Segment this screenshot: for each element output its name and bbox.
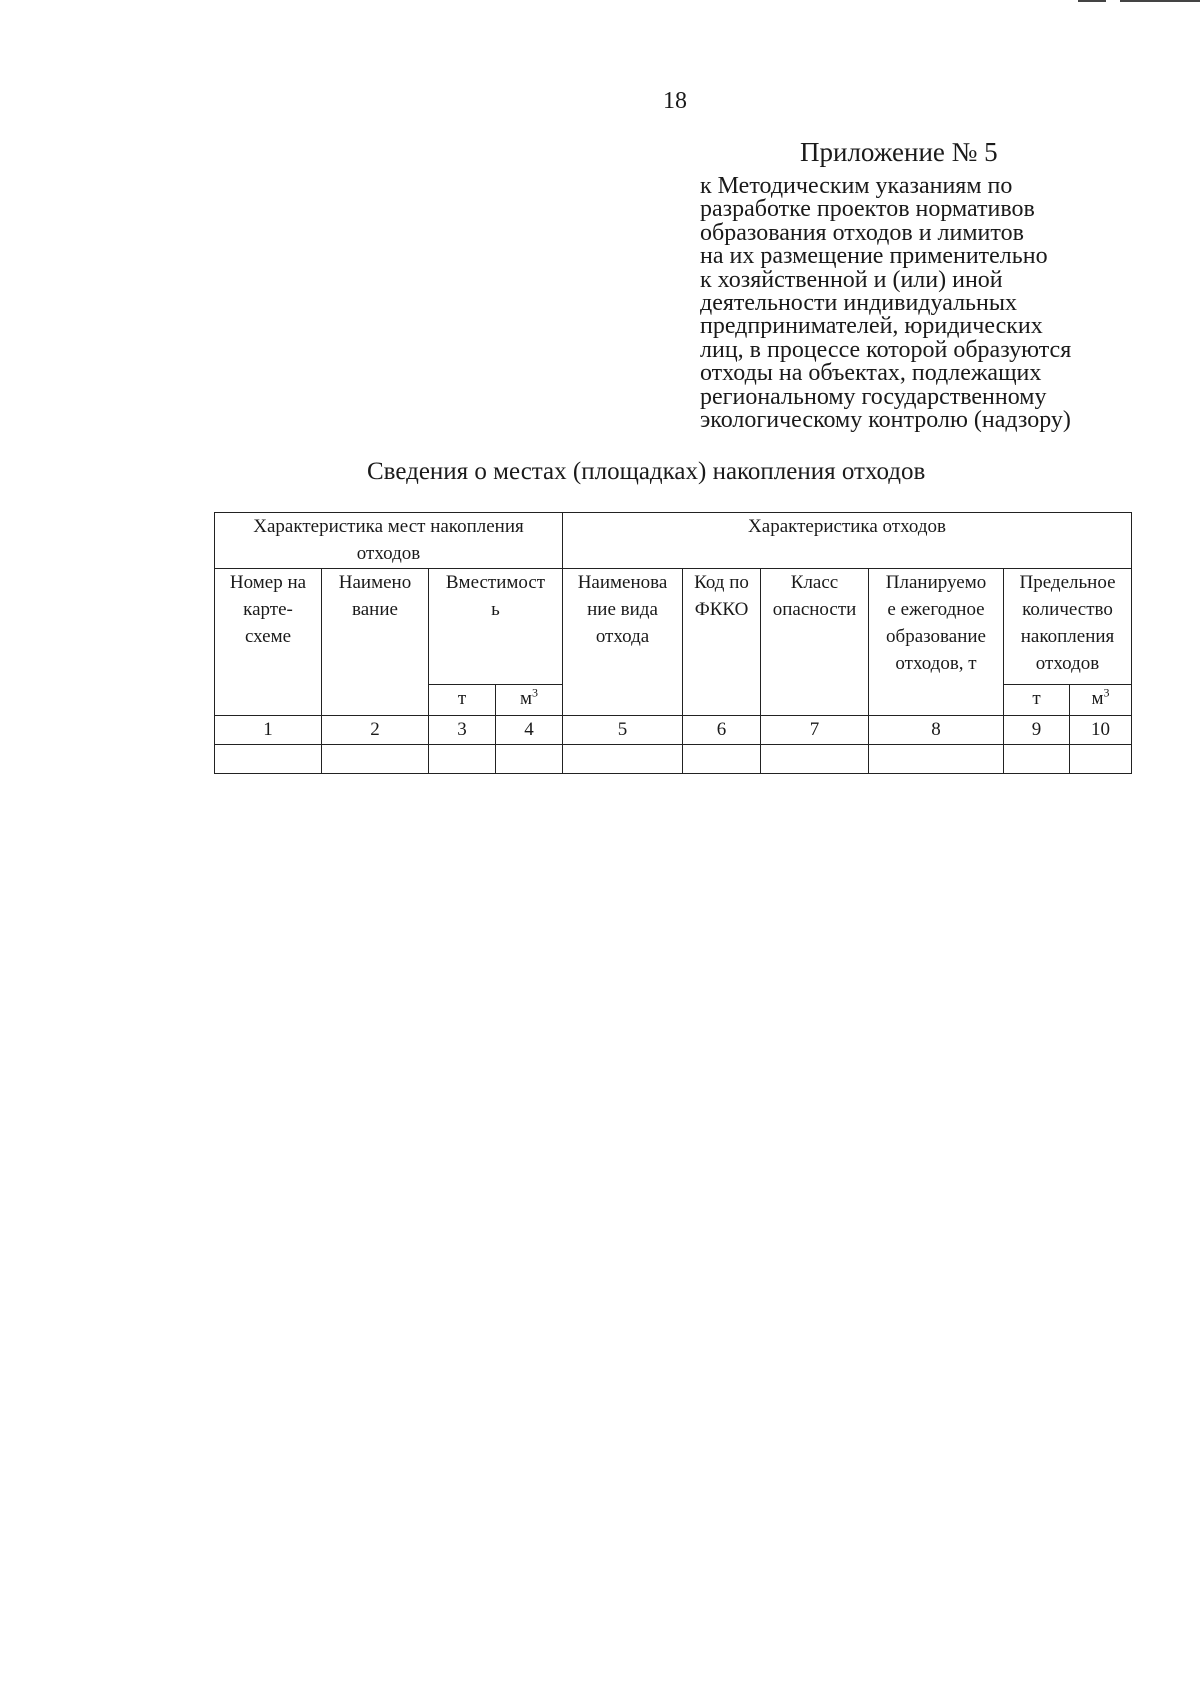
appendix-line: деятельности индивидуальных — [700, 290, 1017, 317]
empty-cell — [215, 745, 322, 774]
header-line: е ежегодное — [887, 599, 985, 620]
scan-mark-right — [1120, 0, 1200, 2]
appendix-line: к Методическим указаниям по — [700, 173, 1013, 199]
unit-limit-cubic-meters — [1070, 685, 1132, 716]
unit-text: м — [1091, 688, 1104, 709]
appendix-line: экологическому контролю (надзору) — [700, 407, 1071, 434]
header-places-characteristics — [215, 513, 563, 569]
header-line: Предельное — [1019, 572, 1116, 593]
header-line: ние вида — [587, 599, 658, 620]
header-capacity — [429, 569, 563, 685]
appendix-line: на их размещение применительно — [700, 243, 1048, 270]
header-line: Номер на — [229, 572, 307, 593]
unit-limit-tons: т — [1004, 685, 1070, 716]
column-number: 4 — [496, 716, 563, 745]
document-title: Сведения о местах (площадках) накопления отходов — [367, 458, 926, 485]
header-accumulation-limit — [1004, 569, 1132, 685]
column-number: 10 — [1070, 716, 1132, 745]
header-planned-formation — [869, 569, 1004, 716]
header-line: карте- — [243, 599, 293, 620]
appendix-title: Приложение № 5 — [800, 137, 998, 167]
scan-mark-left — [1078, 0, 1106, 2]
column-number: 1 — [215, 716, 322, 745]
header-line: Планируемо — [885, 572, 987, 593]
empty-cell — [683, 745, 761, 774]
header-places-line: Характеристика мест накопления — [253, 516, 524, 537]
header-line: отходов, т — [895, 653, 977, 674]
header-line: Вместимост — [445, 572, 546, 593]
column-header-row — [215, 569, 1132, 685]
empty-data-row — [215, 745, 1132, 774]
header-line: Код по — [694, 572, 749, 593]
appendix-line: к хозяйственной и (или) иной — [700, 266, 1003, 293]
header-waste-characteristics: Характеристика отходов — [563, 513, 1132, 569]
column-number: 3 — [429, 716, 496, 745]
unit-capacity-tons: т — [429, 685, 496, 716]
unit-superscript: 3 — [1103, 685, 1110, 700]
unit-superscript: 3 — [532, 685, 539, 700]
empty-cell — [1070, 745, 1132, 774]
appendix-line: региональному государственному — [700, 383, 1047, 410]
empty-cell — [869, 745, 1004, 774]
header-line: вание — [352, 599, 398, 620]
header-hazard-class — [761, 569, 869, 716]
header-name — [322, 569, 429, 716]
column-number: 8 — [869, 716, 1004, 745]
header-line: схеме — [244, 626, 292, 647]
unit-capacity-cubic-meters — [496, 685, 563, 716]
header-line: ФККО — [694, 599, 749, 620]
header-line: Наименова — [577, 572, 668, 593]
appendix-line: предпринимателей, юридических — [700, 313, 1043, 340]
waste-accumulation-table — [214, 512, 1132, 774]
header-waste-type — [563, 569, 683, 716]
header-map-number — [215, 569, 322, 716]
appendix-line: лиц, в процессе которой образуются — [700, 336, 1072, 363]
appendix-line: отходы на объектах, подлежащих — [700, 360, 1042, 387]
header-line: ь — [491, 599, 500, 620]
column-number: 2 — [322, 716, 429, 745]
empty-cell — [1004, 745, 1070, 774]
header-line: накопления — [1020, 626, 1115, 647]
group-header-row — [215, 513, 1132, 569]
column-number: 5 — [563, 716, 683, 745]
header-line: опасности — [772, 599, 857, 620]
appendix-line: разработке проектов нормативов — [700, 196, 1035, 223]
header-places-line: отходов — [356, 543, 421, 564]
empty-cell — [496, 745, 563, 774]
header-line: Наимено — [338, 572, 412, 593]
column-number: 6 — [683, 716, 761, 745]
header-line: количество — [1022, 599, 1113, 620]
column-number: 7 — [761, 716, 869, 745]
header-fkko-code — [683, 569, 761, 716]
column-number-row — [215, 716, 1132, 745]
empty-cell — [322, 745, 429, 774]
unit-text: м — [519, 688, 533, 709]
appendix-text — [700, 175, 1150, 432]
header-line: отхода — [595, 626, 650, 647]
header-line: образование — [886, 626, 986, 647]
appendix-line: образования отходов и лимитов — [700, 219, 1024, 246]
page-number: 18 — [663, 88, 687, 114]
header-line: отходов — [1035, 653, 1100, 674]
empty-cell — [429, 745, 496, 774]
empty-cell — [563, 745, 683, 774]
empty-cell — [761, 745, 869, 774]
column-number: 9 — [1004, 716, 1070, 745]
header-line: Класс — [790, 572, 839, 593]
